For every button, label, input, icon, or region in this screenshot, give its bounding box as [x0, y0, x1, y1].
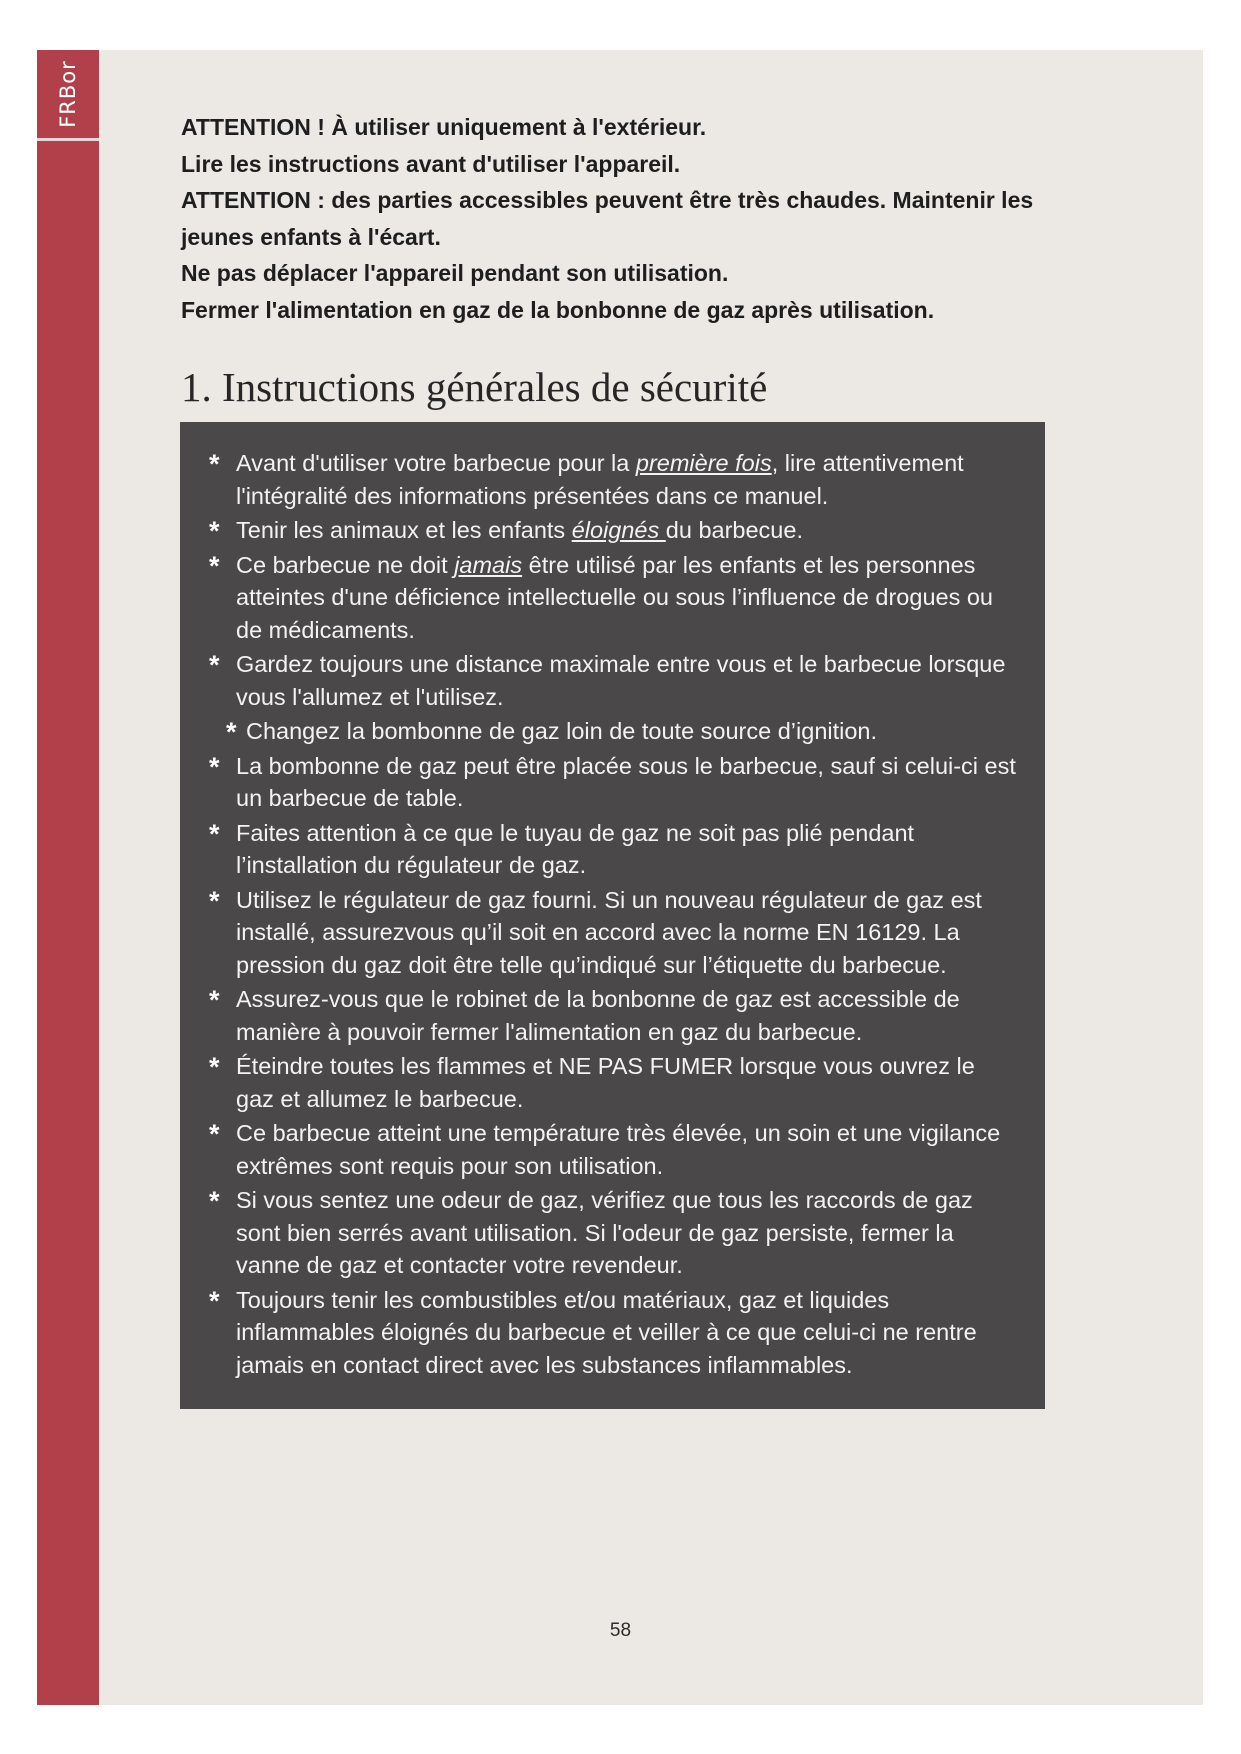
asterisk-bullet-icon: *	[209, 650, 220, 680]
page-number: 58	[609, 1620, 632, 1641]
warning-line: Ne pas déplacer l'appareil pendant son utilisation.	[181, 260, 729, 286]
list-item: * Tenir les animaux et les enfants éloignés du barbecue.	[209, 516, 803, 546]
list-item: * Changez la bombonne de gaz loin de toute source d’ignition.	[226, 717, 878, 747]
list-item: * Faites attention à ce que le tuyau de gaz ne soit pas plié pendant l’installation du régulateur de gaz.	[209, 818, 915, 878]
list-item: * Toujours tenir les combustibles et/ou matériaux, gaz et liquides inflammables éloignés du barbecue et veiller à ce que celui-ci ne rentre jamais en contact direct avec les substances inflammables.	[209, 1285, 977, 1378]
side-accent-bar	[37, 50, 99, 1705]
asterisk-bullet-icon: *	[209, 550, 220, 581]
asterisk-bullet-icon: *	[209, 1119, 220, 1149]
asterisk-bullet-icon: *	[209, 885, 220, 916]
asterisk-bullet-icon: *	[209, 985, 220, 1015]
warning-line: ATTENTION ! À utiliser uniquement à l'extérieur.	[181, 114, 707, 140]
asterisk-bullet-icon: *	[209, 1186, 220, 1216]
list-item: * Assurez-vous que le robinet de la bonbonne de gaz est accessible de manière à pouvoir fermer l'alimentation en gaz du barbecue.	[209, 985, 960, 1045]
asterisk-bullet-icon: *	[226, 717, 237, 747]
emphasis-text: jamais	[454, 551, 523, 578]
language-tab-label: FRBor	[56, 60, 80, 128]
list-item: * Gardez toujours une distance maximale entre vous et le barbecue lorsque vous l'allumez et l'utilisez.	[209, 650, 1006, 710]
list-item: * Éteindre toutes les flammes et NE PAS FUMER lorsque vous ouvrez le gaz et allumez le barbecue.	[209, 1052, 975, 1112]
list-item: * La bombonne de gaz peut être placée sous le barbecue, sauf si celui-ci est un barbecue de table.	[209, 751, 1016, 811]
asterisk-bullet-icon: *	[209, 1052, 220, 1082]
list-item: * Si vous sentez une odeur de gaz, vérifiez que tous les raccords de gaz sont bien serrés avant utilisation. Si l'odeur de gaz persiste, fermer la vanne de gaz et contacter votre revendeur.	[209, 1186, 973, 1278]
asterisk-bullet-icon: *	[209, 516, 220, 546]
asterisk-bullet-icon: *	[209, 1285, 220, 1316]
emphasis-text: première fois	[635, 450, 772, 476]
warning-line: ATTENTION : des parties accessibles peuvent être très chaudes. Maintenir les jeunes enfants à l'écart.	[181, 187, 1034, 250]
warning-block	[181, 109, 1111, 328]
safety-instructions-box	[180, 422, 1045, 1409]
list-item: * Ce barbecue ne doit jamais être utilisé par les enfants et les personnes atteintes d'une déficience intellectuelle ou sous l’influence de drogues ou de médicaments.	[209, 550, 994, 643]
warning-line: Lire les instructions avant d'utiliser l'appareil.	[181, 150, 681, 177]
asterisk-bullet-icon: *	[209, 449, 220, 479]
list-item: * Utilisez le régulateur de gaz fourni. Si un nouveau régulateur de gaz est installé, assurezvous qu’il soit en accord avec la norme EN 16129. La pression du gaz doit être telle qu’indiqué sur l’étiquette du barbecue.	[209, 885, 982, 978]
asterisk-bullet-icon: *	[209, 818, 220, 849]
section-title: 1. Instructions générales de sécurité	[181, 364, 768, 410]
list-item: * Ce barbecue atteint une température très élevée, un soin et une vigilance extrêmes sont requis pour son utilisation.	[209, 1119, 1001, 1179]
safety-instructions-list	[209, 447, 1019, 1383]
asterisk-bullet-icon: *	[209, 751, 220, 782]
language-tab	[37, 50, 99, 141]
warning-line: Fermer l'alimentation en gaz de la bonbonne de gaz après utilisation.	[181, 296, 935, 323]
list-item: * Avant d'utiliser votre barbecue pour la première fois, lire attentivement l'intégralité des informations présentées dans ce manuel.	[209, 449, 964, 509]
emphasis-text: éloignés	[571, 517, 666, 543]
